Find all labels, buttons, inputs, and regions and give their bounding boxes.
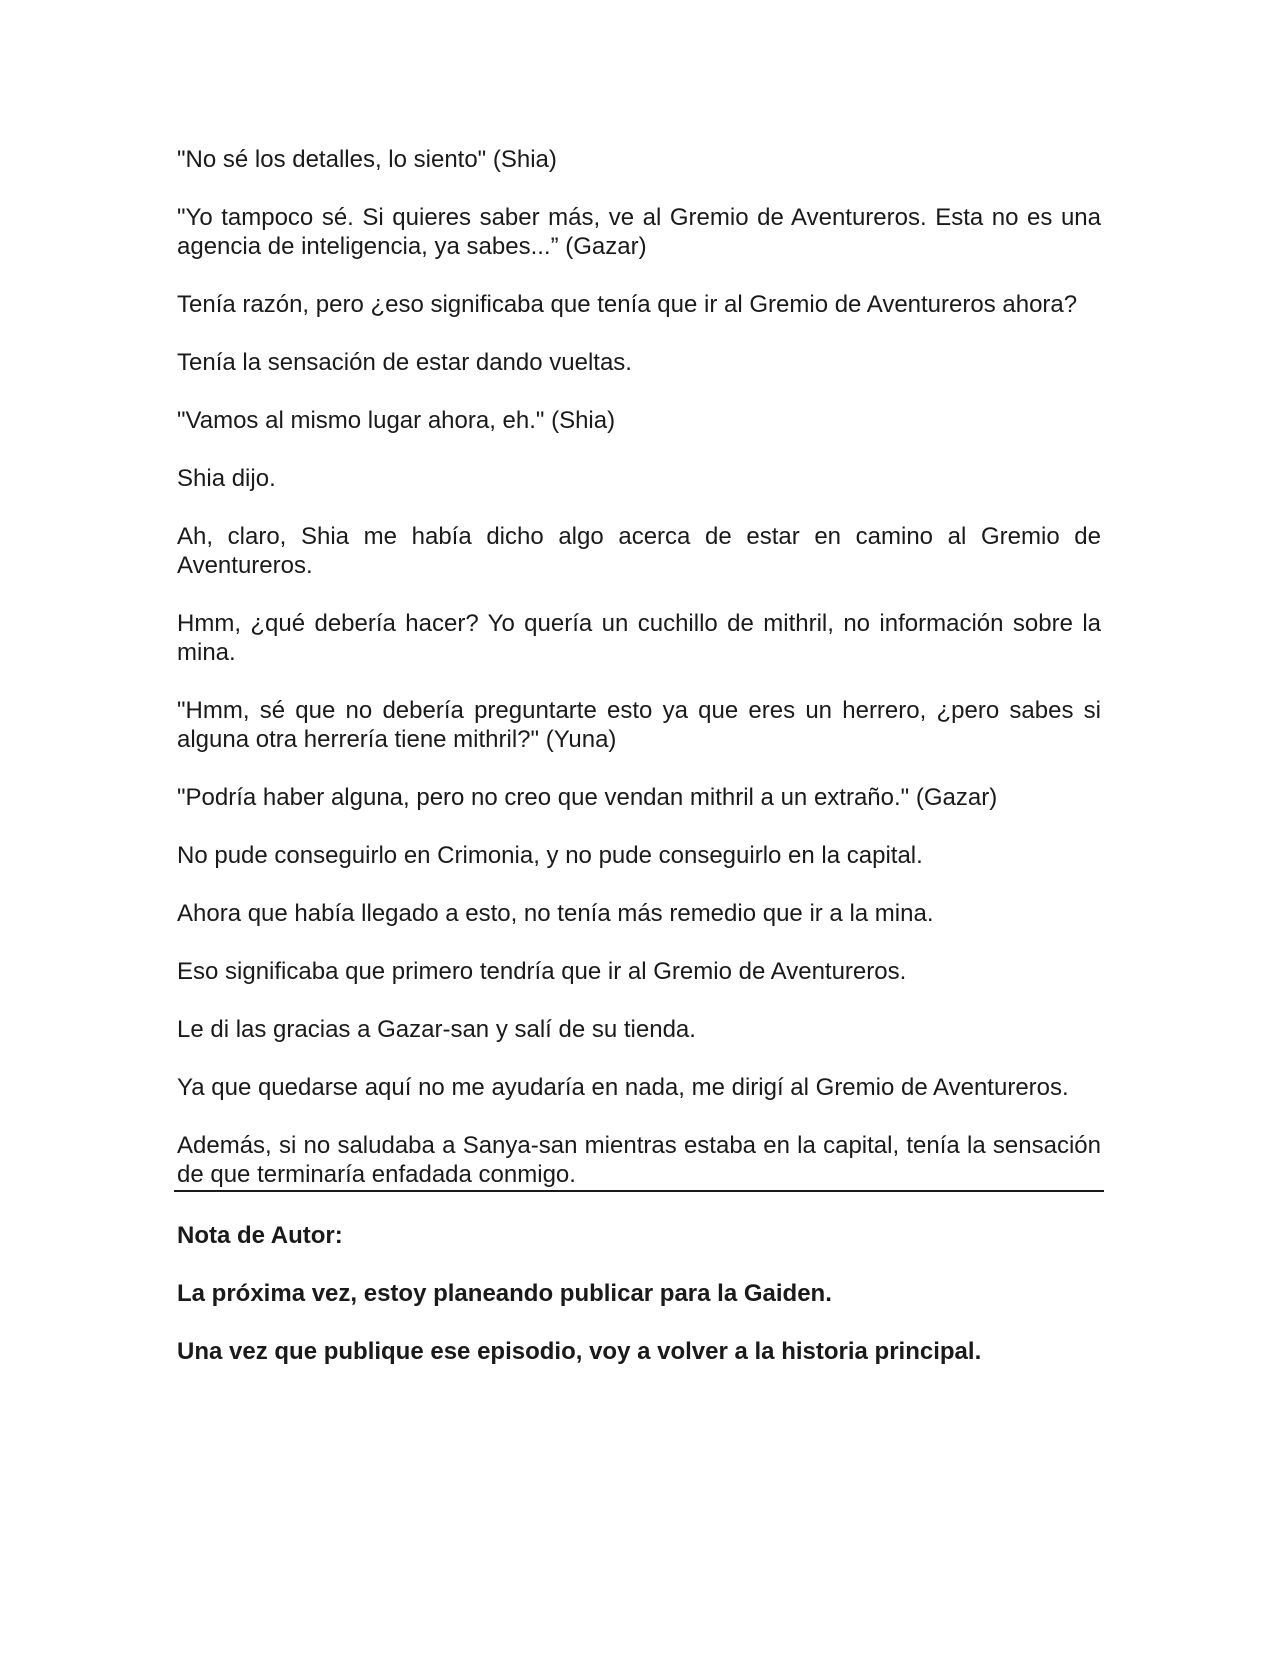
paragraph-4: Tenía la sensación de estar dando vueltas. [177, 349, 632, 376]
paragraph-9: "Hmm, sé que no debería preguntarte esto ya que eres un herrero, ¿pero sabes si alguna otra herrería tiene mithril?" (Yuna) [177, 697, 1101, 753]
section-divider [174, 1190, 1104, 1192]
paragraph-7: Ah, claro, Shia me había dicho algo acerca de estar en camino al Gremio de Aventureros. [177, 523, 1101, 579]
paragraph-2: "Yo tampoco sé. Si quieres saber más, ve al Gremio de Aventureros. Esta no es una agencia de inteligencia, ya sabes...” (Gazar) [177, 204, 1101, 260]
paragraph-5: "Vamos al mismo lugar ahora, eh." (Shia) [177, 407, 616, 434]
paragraph-3: Tenía razón, pero ¿eso significaba que tenía que ir al Gremio de Aventureros ahora? [177, 291, 1078, 318]
paragraph-15: Ya que quedarse aquí no me ayudaría en nada, me dirigí al Gremio de Aventureros. [177, 1074, 1069, 1101]
paragraph-8: Hmm, ¿qué debería hacer? Yo quería un cuchillo de mithril, no información sobre la mina. [177, 610, 1101, 666]
paragraph-13: Eso significaba que primero tendría que ir al Gremio de Aventureros. [177, 958, 907, 985]
document-body [177, 145, 1101, 1395]
paragraph-6: Shia dijo. [177, 465, 276, 492]
paragraph-12: Ahora que había llegado a esto, no tenía más remedio que ir a la mina. [177, 900, 934, 927]
paragraph-1: "No sé los detalles, lo siento" (Shia) [177, 146, 557, 173]
author-note-heading: Nota de Autor: [177, 1222, 343, 1249]
paragraph-16: Además, si no saludaba a Sanya-san mientras estaba en la capital, tenía la sensación de que terminaría enfadada conmigo. [177, 1132, 1101, 1188]
paragraph-10: "Podría haber alguna, pero no creo que vendan mithril a un extraño." (Gazar) [177, 784, 998, 811]
author-note-line-1: La próxima vez, estoy planeando publicar para la Gaiden. [177, 1280, 832, 1307]
author-note-line-2: Una vez que publique ese episodio, voy a volver a la historia principal. [177, 1338, 982, 1365]
paragraph-11: No pude conseguirlo en Crimonia, y no pude conseguirlo en la capital. [177, 842, 923, 869]
paragraph-14: Le di las gracias a Gazar-san y salí de su tienda. [177, 1016, 696, 1043]
